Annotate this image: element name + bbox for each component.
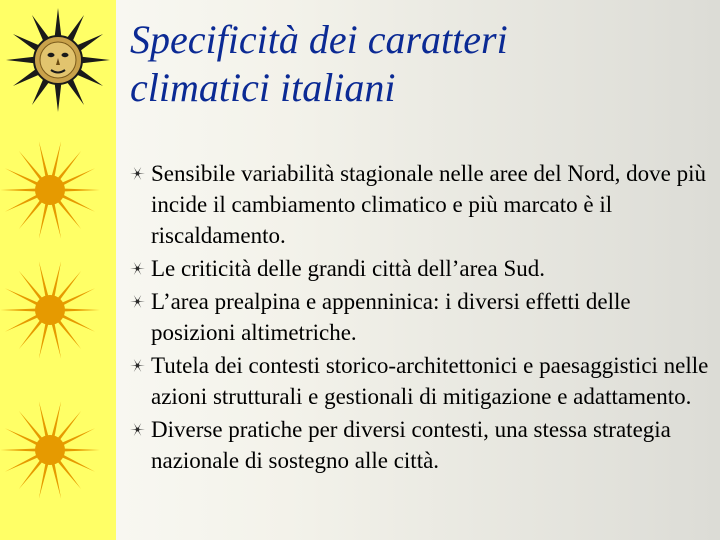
star-bullet-icon: [130, 358, 145, 373]
sunburst-icon: [0, 141, 100, 239]
bullet-text: Tutela dei contesti storico-architettonici e paesaggistici nelle azioni strutturali e gestionali di mitigazione e adattamento.: [151, 353, 709, 409]
bullet-item: [130, 286, 710, 348]
bullet-text: Diverse pratiche per diversi contesti, una stessa strategia nazionale di sostegno alle città.: [151, 417, 671, 473]
bullet-text: Sensibile variabilità stagionale nelle aree del Nord, dove più incide il cambiamento climatico e più marcato è il riscaldamento.: [151, 161, 707, 248]
slide-title-line: Specificità dei caratteri: [130, 17, 508, 62]
star-bullet-icon: [130, 294, 145, 309]
bullet-text: Le criticità delle grandi città dell’area Sud.: [151, 256, 546, 281]
star-bullet-icon: [130, 422, 145, 437]
slide-title-line: climatici italiani: [130, 65, 396, 110]
bullet-text: L’area prealpina e appenninica: i diversi effetti delle posizioni altimetriche.: [151, 289, 631, 345]
star-bullet-icon: [130, 261, 145, 276]
star-bullet-icon: [130, 166, 145, 181]
bullet-item: [130, 158, 710, 251]
sunburst-icon: [0, 401, 100, 499]
slide-title: [130, 16, 700, 112]
bullet-item: [130, 414, 710, 476]
sunburst-icon: [0, 261, 100, 359]
decorative-sun-strip: [0, 0, 116, 540]
sun-face-icon: [6, 8, 110, 112]
bullet-item: [130, 253, 710, 284]
bullet-item: [130, 350, 710, 412]
bullet-list: [130, 158, 710, 478]
